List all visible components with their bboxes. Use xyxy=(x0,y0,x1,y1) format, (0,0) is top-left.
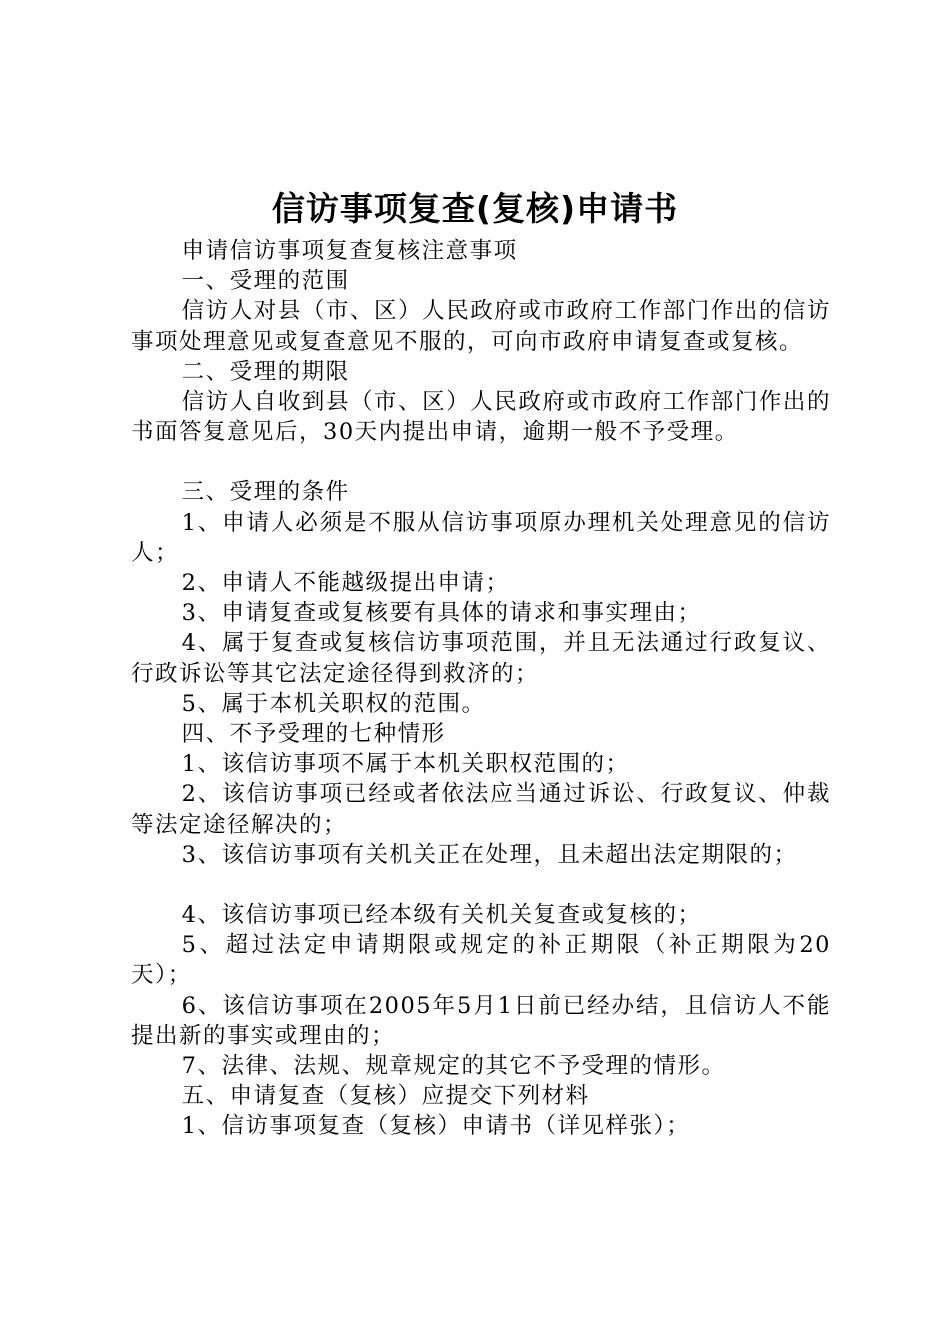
document-title: 信访事项复查(复核)申请书 xyxy=(271,189,679,228)
rejection-item-3: 3、该信访事项有关机关正在处理，且未超出法定期限的； xyxy=(181,841,798,868)
rejection-item-4: 4、该信访事项已经本级有关机关复查或复核的； xyxy=(181,902,702,929)
section-heading-materials: 五、申请复查（复核）应提交下列材料 xyxy=(181,1083,590,1110)
condition-item-1: 1、申请人必须是不服从信访事项原办理机关处理意见的信访人； xyxy=(131,509,831,566)
rejection-item-5: 5、超过法定申请期限或规定的补正期限（补正期限为20天）； xyxy=(131,932,831,989)
condition-item-4: 4、属于复查或复核信访事项范围，并且无法通过行政复议、行政诉讼等其它法定途径得到救济的； xyxy=(131,630,831,687)
rejection-item-2: 2、该信访事项已经或者依法应当通过诉讼、行政复议、仲裁等法定途径解决的； xyxy=(131,781,831,838)
rejection-item-6: 6、该信访事项在2005年5月1日前已经办结，且信访人不能提出新的事实或理由的； xyxy=(131,992,831,1049)
condition-item-2: 2、申请人不能越级提出申请； xyxy=(181,570,510,597)
paragraph-scope: 信访人对县（市、区）人民政府或市政府工作部门作出的信访事项处理意见或复查意见不服的，可向市政府申请复查或复核。 xyxy=(131,298,831,355)
condition-item-5: 5、属于本机关职权的范围。 xyxy=(181,690,486,717)
section-heading-deadline: 二、受理的期限 xyxy=(181,358,350,385)
paragraph-deadline: 信访人自收到县（市、区）人民政府或市政府工作部门作出的书面答复意见后，30天内提出申请，逾期一般不予受理。 xyxy=(131,389,831,446)
material-item-1: 1、信访事项复查（复核）申请书（详见样张）； xyxy=(181,1113,691,1140)
condition-item-3: 3、申请复查或复核要有具体的请求和事实理由； xyxy=(181,600,702,627)
section-heading-rejections: 四、不予受理的七种情形 xyxy=(181,721,446,748)
section-heading-scope: 一、受理的范围 xyxy=(181,268,350,295)
section-heading-conditions: 三、受理的条件 xyxy=(181,479,350,506)
rejection-item-7: 7、法律、法规、规章规定的其它不予受理的情形。 xyxy=(181,1053,726,1080)
notice-heading: 申请信访事项复查复核注意事项 xyxy=(181,238,518,264)
document-body xyxy=(131,236,831,1142)
rejection-item-1: 1、该信访事项不属于本机关职权范围的； xyxy=(181,751,630,778)
